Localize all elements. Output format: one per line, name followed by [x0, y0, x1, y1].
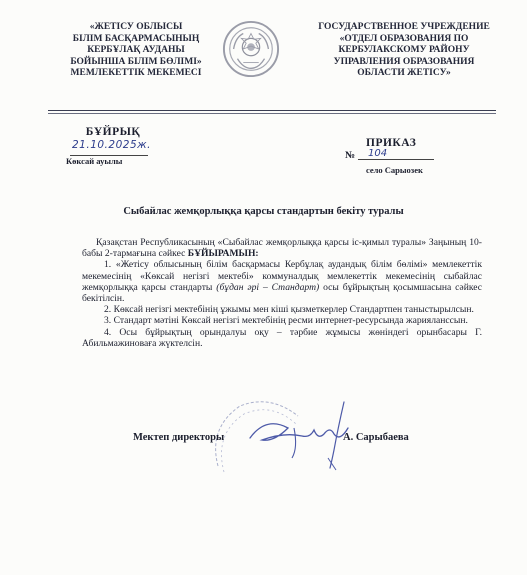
header-left-line: МЕМЛЕКЕТТІК МЕКЕМЕСІ	[70, 68, 202, 79]
body-intro-bold: БҰЙЫРАМЫН:	[187, 248, 259, 260]
header-right-line: ОБЛАСТИ ЖЕТІСУ»	[357, 68, 451, 79]
header-left-line: БІЛІМ БАСҚАРМАСЫНЫҢ	[72, 33, 200, 44]
order-number-prefix: №	[345, 150, 356, 161]
order-date: 21.10.2025ж.	[72, 139, 151, 151]
body-item-1	[82, 259, 482, 304]
body-item-3: 3. Стандарт мәтіні Көксай негізгі мектебінің ресми интернет-ресурсында жарияланссын.	[104, 315, 468, 327]
order-date-line	[70, 139, 151, 156]
body-item-1-tail: осы бұйрықтың қосымшасына сәйкес бекітілсін.	[82, 281, 483, 305]
header-divider	[48, 110, 496, 111]
header-right-line: КЕРБУЛАКСКОМУ РАЙОНУ	[338, 45, 470, 56]
order-place-kz: Көксай ауылы	[66, 156, 123, 166]
signature-name: А. Сарыбаева	[343, 432, 409, 443]
body-item-1-text: 1. «Жетісу облысының білім басқармасы Кербұлақ аудандық білім бөлімі» мемлекеттік мекемесінің «Көксай негізгі мектебі» коммуналдық мемлекеттік мекемесінің сыбайлас жемқорлыққа қарсы стандарты	[82, 259, 482, 293]
header-left-kz	[51, 22, 221, 80]
body-intro	[82, 237, 482, 259]
header-right-line: ГОСУДАРСТВЕННОЕ УЧРЕЖДЕНИЕ	[318, 22, 490, 32]
header-right-ru	[310, 22, 498, 80]
body-item-2: 2. Көксай негізгі мектебінің ұжымы мен кіші қызметкерлер Стандартпен таныстырылсын.	[104, 304, 474, 316]
order-label-ru: ПРИКАЗ	[366, 137, 417, 149]
header-left-line: «ЖЕТІСУ ОБЛЫСЫ	[89, 22, 183, 32]
document-title: Сыбайлас жемқорлыққа қарсы стандартын бекіту туралы	[123, 206, 404, 217]
order-label-kz: БҰЙРЫҚ	[85, 126, 141, 138]
body-item-1-italic: (бұдан әрі – Стандарт)	[216, 281, 320, 293]
header-divider-thin	[48, 113, 496, 114]
order-number-line	[358, 159, 434, 160]
body-item-4: 4. Осы бұйрықтың орындалуы оқу – тәрбие жұмысы жөніндегі орынбасары Г. Абильмажиноваға жүктелсін.	[82, 326, 482, 349]
order-number: 104	[368, 148, 388, 159]
document-body	[82, 237, 482, 349]
header-right-line: «ОТДЕЛ ОБРАЗОВАНИЯ ПО	[339, 33, 469, 44]
signature-position: Мектеп директоры	[133, 432, 225, 443]
header-right-line: УПРАВЛЕНИЯ ОБРАЗОВАНИЯ	[333, 56, 475, 67]
order-place-ru: село Сарыозек	[366, 165, 423, 175]
body-intro-text: Қазақстан Республикасының «Сыбайлас жемқорлыққа қарсы іс-қимыл туралы» Заңының 10-бабы 2-тармағына сәйкес	[82, 237, 482, 260]
header-left-line: КЕРБҰЛАҚ АУДАНЫ	[87, 45, 185, 56]
state-emblem-icon	[222, 20, 280, 78]
header-left-line: БОЙЫНША БІЛІМ БӨЛІМІ»	[70, 56, 202, 67]
